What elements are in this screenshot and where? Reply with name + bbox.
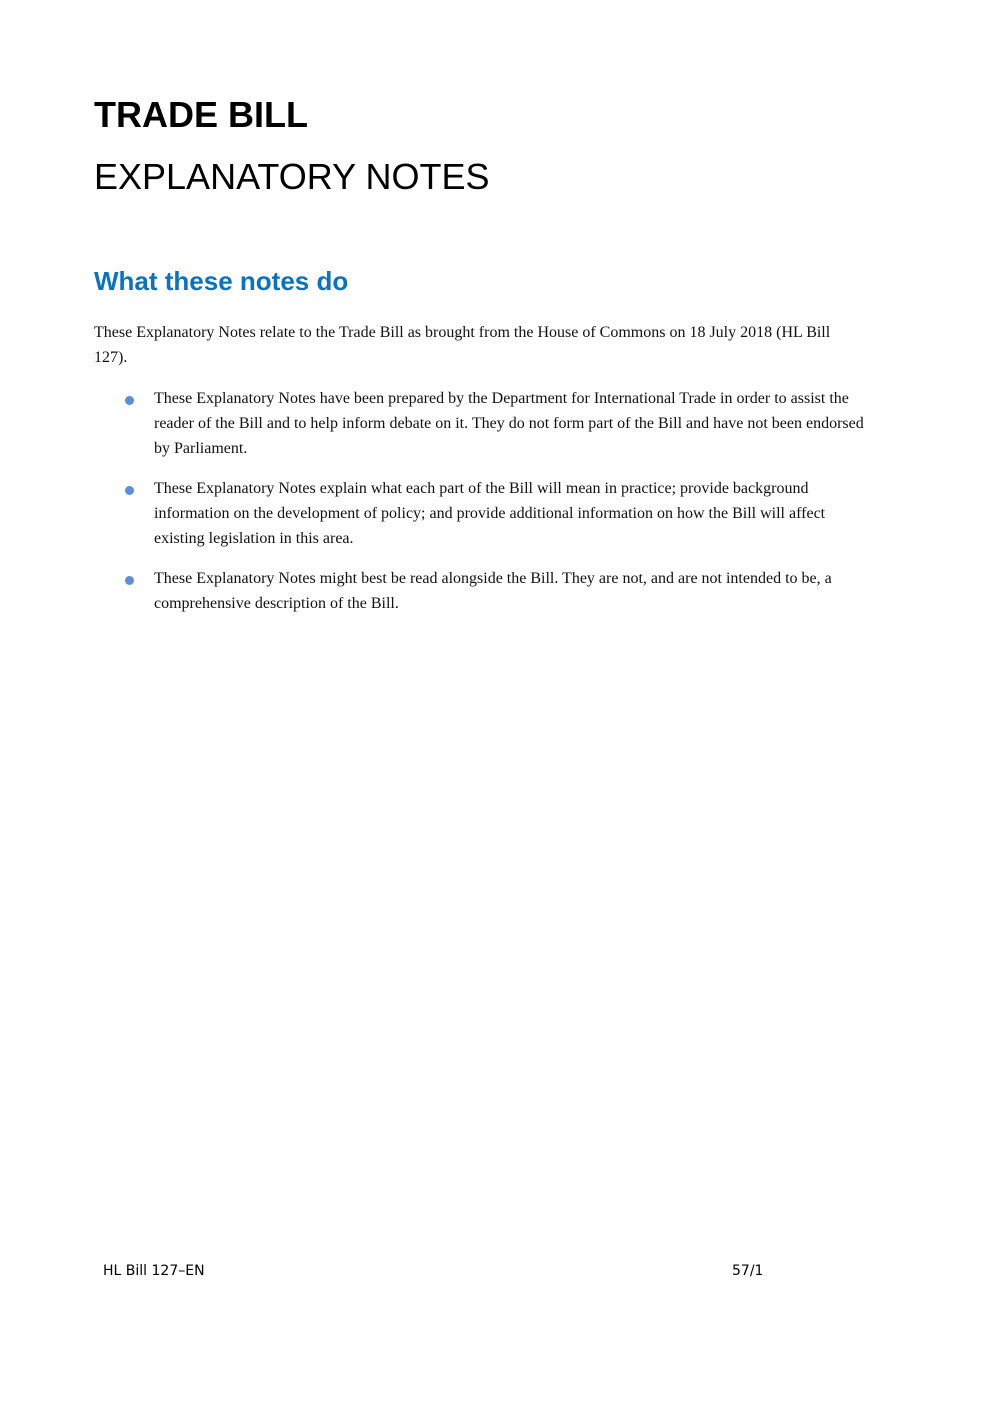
intro-paragraph: These Explanatory Notes relate to the Trade Bill as brought from the House of Commons on 18 July 2018 (HL Bill 127). xyxy=(94,324,831,366)
bullet-list xyxy=(94,386,864,631)
bullet-icon xyxy=(125,396,134,405)
document-title: TRADE BILL xyxy=(94,94,308,135)
list-item-text: These Explanatory Notes might best be read alongside the Bill. They are not, and are not intended to be, a comprehensive description of the Bill. xyxy=(154,570,832,612)
list-item-text: These Explanatory Notes have been prepared by the Department for International Trade in order to assist the reader of the Bill and to help inform debate on it. They do not form part of the Bill and have not been endorsed by Parliament. xyxy=(154,390,864,457)
bullet-icon xyxy=(125,486,134,495)
list-item xyxy=(94,476,864,551)
list-item xyxy=(94,386,864,461)
footer-page-number: 57/1 xyxy=(732,1263,764,1279)
list-item-text: These Explanatory Notes explain what each part of the Bill will mean in practice; provide background information on the development of policy; and provide additional information on how the Bill will affect existing legislation in this area. xyxy=(154,480,826,547)
document-subtitle: EXPLANATORY NOTES xyxy=(94,156,490,197)
footer-bill-reference: HL Bill 127–EN xyxy=(103,1263,205,1279)
bullet-icon xyxy=(125,576,134,585)
list-item xyxy=(94,566,864,616)
section-heading: What these notes do xyxy=(94,266,349,296)
